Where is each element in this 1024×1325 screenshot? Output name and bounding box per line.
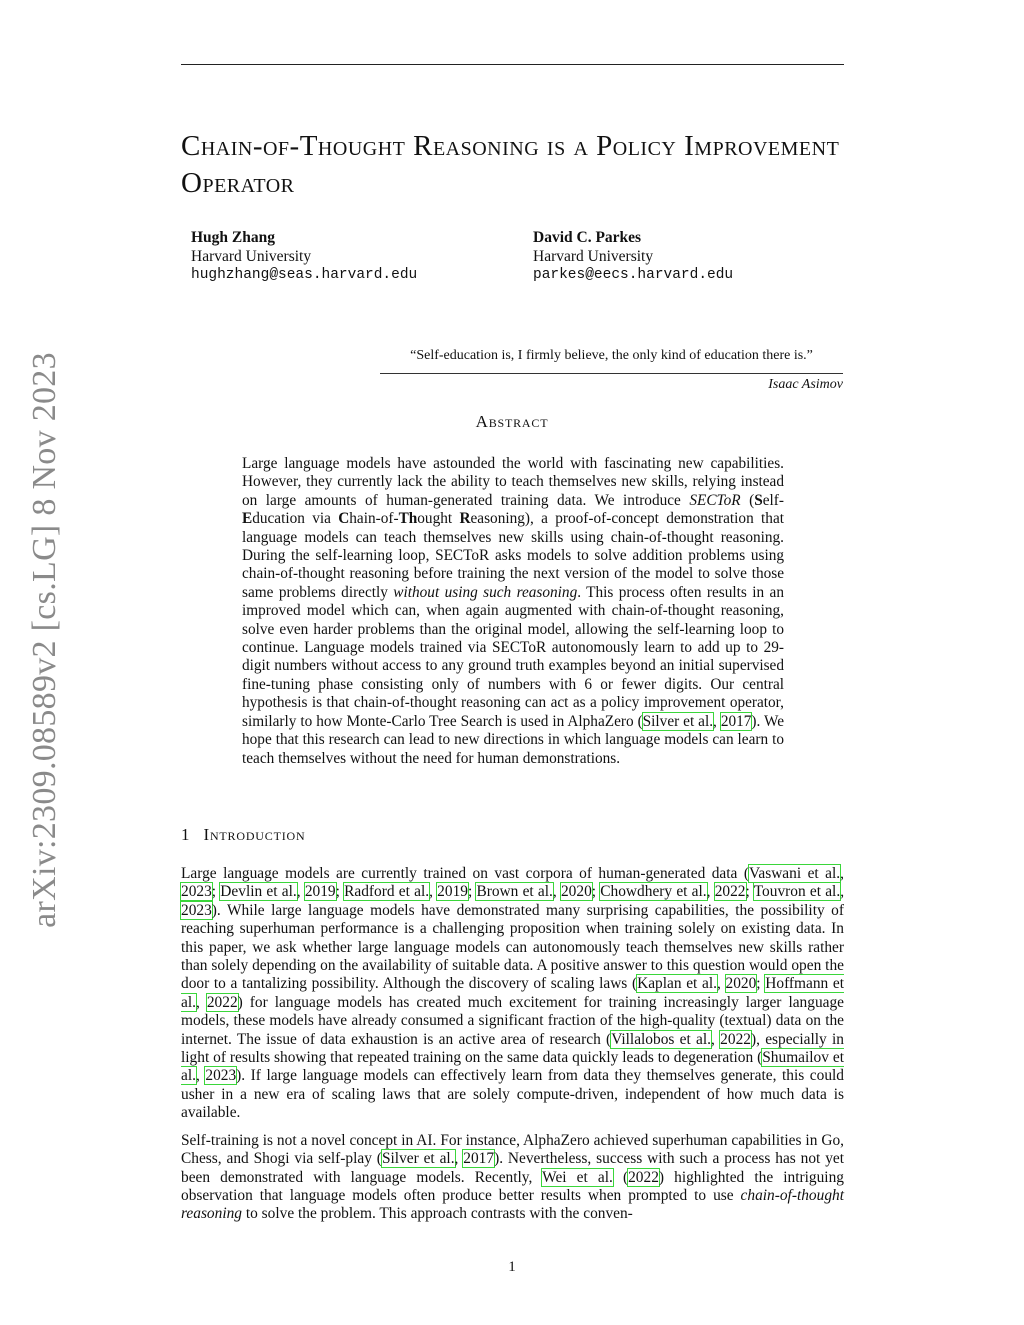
text-run: , (454, 1150, 464, 1168)
citation-link[interactable]: Touvron et al. (753, 883, 841, 901)
text-run: to solve the problem. This approach contrasts with the conven- (242, 1205, 633, 1223)
page-number: 1 (508, 1259, 516, 1275)
text-run: elf- (762, 491, 784, 509)
citation-link[interactable]: 2019 (304, 883, 336, 901)
text-run: easoning (470, 510, 525, 528)
citation-link[interactable]: Radford et al. (344, 883, 430, 901)
citation-link[interactable]: Villalobos et al. (611, 1030, 712, 1048)
text-run: ; (591, 883, 601, 901)
text-run: ; (756, 975, 766, 993)
citation-link[interactable]: 2017 (463, 1150, 495, 1168)
text-run: Self-training is not a novel concept in AI. For instance, AlphaZero achieved superhuman capabilities in Go, Chess, and Shogi via self-play ( (181, 1131, 844, 1168)
paragraph (181, 1132, 844, 1224)
citation-link[interactable]: 2023 (181, 883, 212, 901)
text-run: ; (467, 883, 477, 901)
citation-link[interactable]: 2022 (206, 993, 238, 1011)
text-run: ) for language models has created much excitement for training increasingly larger language models, these models have already consumed a significant fraction of the high-quality (textual) data on the internet. The issue of data exhaustion is an active area of research ( (181, 993, 844, 1048)
text-run: SECToR (689, 491, 741, 509)
author-name: Hugh Zhang (191, 229, 276, 246)
author-block (533, 228, 733, 285)
text-run: ), a proof-of-concept demonstration that language models can teach themselves new skills using chain-of-thought reasoning. During the self-learning loop, SECToR asks models to solve addition problems using chain-of-thought reasoning before training the next version of the model to solve those same problems directly (242, 510, 784, 601)
author-email[interactable]: parkes@eecs.harvard.edu (533, 267, 734, 283)
section-title: Introduction (203, 825, 306, 844)
epigraph (380, 347, 843, 393)
citation-link[interactable]: 2019 (437, 883, 468, 901)
text-run: Large language models are currently trained on vast corpora of human-generated data ( (181, 865, 749, 882)
text-run: ducation via (252, 510, 339, 528)
text-run: , (713, 712, 721, 730)
author-name: David C. Parkes (533, 229, 642, 246)
text-run: , (706, 883, 715, 901)
text-run: ). If large language models can effectively learn from data they themselves generate, this could usher in a new era of scaling laws that are solely compute-driven, independent of how much data is available. (181, 1067, 844, 1122)
epigraph-attribution: Isaac Asimov (768, 377, 843, 392)
acronym-letter: S (754, 491, 763, 509)
acronym-letter: R (459, 510, 471, 528)
text-run: without using such reasoning (393, 583, 578, 601)
citation-link[interactable]: Vaswani et al. (748, 865, 841, 882)
citation-link[interactable]: 2023 (181, 901, 212, 919)
author-affiliation: Harvard University (533, 248, 654, 265)
acronym-letter: E (242, 510, 253, 528)
author-affiliation: Harvard University (191, 248, 312, 265)
citation-link[interactable]: 2022 (720, 1030, 751, 1048)
text-run: ; (745, 883, 754, 901)
text-run: , (716, 975, 726, 993)
text-run: , (840, 865, 844, 882)
introduction-body (181, 865, 844, 1233)
text-run: Large language models have astounded the world with fascinating new capabilities. However, they currently lack the ability to teach themselves new skills, relying instead on large amounts of human-generated training data. We introduce (242, 455, 784, 509)
citation-link[interactable]: Shumailov et al. (181, 1049, 844, 1085)
arxiv-identifier-stamp: arXiv:2309.08589v2 [cs.LG] 8 Nov 2023 (26, 352, 63, 928)
abstract-heading: Abstract (475, 412, 549, 431)
citation-link[interactable]: Wei et al. (542, 1168, 613, 1186)
text-run: ), especially in light of results showing that repeated training on the same data quickly leads to degeneration ( (181, 1030, 844, 1067)
citation-link[interactable]: Kaplan et al. (637, 975, 717, 993)
acronym-letter: C (338, 510, 350, 528)
text-run: ( (740, 491, 755, 509)
header-rule (181, 64, 844, 65)
citation-link[interactable]: 2023 (205, 1067, 237, 1085)
citation-link[interactable]: 2022 (628, 1168, 659, 1186)
text-run: ) highlighted the intriguing observation that language models often produce better results when prompted to use (181, 1168, 844, 1204)
citation-link[interactable]: Devlin et al. (220, 883, 297, 901)
citation-link[interactable]: Chowdhery et al. (600, 883, 707, 901)
text-run: , (840, 883, 845, 901)
text-run: ( (612, 1168, 629, 1186)
text-run: , (552, 883, 561, 901)
paragraph (181, 865, 844, 1123)
citation-link[interactable]: 2017 (720, 712, 752, 730)
text-run: , (711, 1030, 721, 1048)
citation-link[interactable]: Silver et al. (642, 712, 714, 730)
epigraph-quote: “Self-education is, I firmly believe, the only kind of education there is.” (410, 348, 813, 363)
abstract-text (242, 455, 784, 768)
acronym-letter: Th (398, 510, 418, 528)
citation-link[interactable]: 2020 (725, 975, 757, 993)
text-run: , (195, 993, 207, 1011)
text-run: . This process often results in an improved model which can, when again augmented with chain-of-thought reasoning, solve even harder problems than the original model, allowing the self-learning loop to continue. Language models trained via SECToR autonomously learn to add up to 29-digit numbers without access to any ground truth examples beyond an initial supervised fine-tuning phase consisting only of numbers with 6 or fewer digits. Our central hypothesis is that chain-of-thought reasoning can act as a policy improvement operator, similarly to how Monte-Carlo Tree Search is used in AlphaZero ( (242, 583, 784, 730)
citation-link[interactable]: Brown et al. (476, 883, 553, 901)
citation-link[interactable]: 2022 (714, 883, 746, 901)
text-run: ). Nevertheless, success with such a process has not yet been demonstrated with language models. Recently, (181, 1150, 844, 1186)
text-run: ). We hope that this research can lead to new directions in which language models can learn to teach themselves without the need for human demonstrations. (242, 712, 785, 767)
citation-link[interactable]: Hoffmann et al. (181, 975, 845, 1011)
author-block (191, 228, 417, 285)
text-run: ). While large language models have demonstrated many surprising capabilities, the possibility of reaching superhuman performance is a challenging proposition when training solely on existing data. In this paper, we ask whether large language models can autonomously teach themselves new skills rather than solely depending on the availability of suitable data. A positive answer to this question would open the door to a tantalizing possibility. Although the discovery of scaling laws ( (181, 901, 844, 993)
text-run: ; (211, 883, 221, 901)
paper-title: Chain-of-Thought Reasoning is a Policy Improvement Operator (181, 130, 840, 199)
text-run: ; (335, 883, 345, 901)
citation-link[interactable]: Silver et al. (381, 1150, 455, 1168)
epigraph-rule (380, 373, 843, 374)
text-run: chain-of-thought reasoning (181, 1186, 844, 1223)
section-number: 1 (181, 825, 190, 844)
text-run: , (429, 883, 438, 901)
author-email[interactable]: hughzhang@seas.harvard.edu (191, 267, 418, 283)
text-run: , (195, 1067, 206, 1085)
text-run: , (296, 883, 305, 901)
section-heading (181, 825, 305, 845)
citation-link[interactable]: 2020 (560, 883, 592, 901)
text-run: hain-of- (349, 510, 399, 528)
text-run: ought (417, 510, 460, 528)
